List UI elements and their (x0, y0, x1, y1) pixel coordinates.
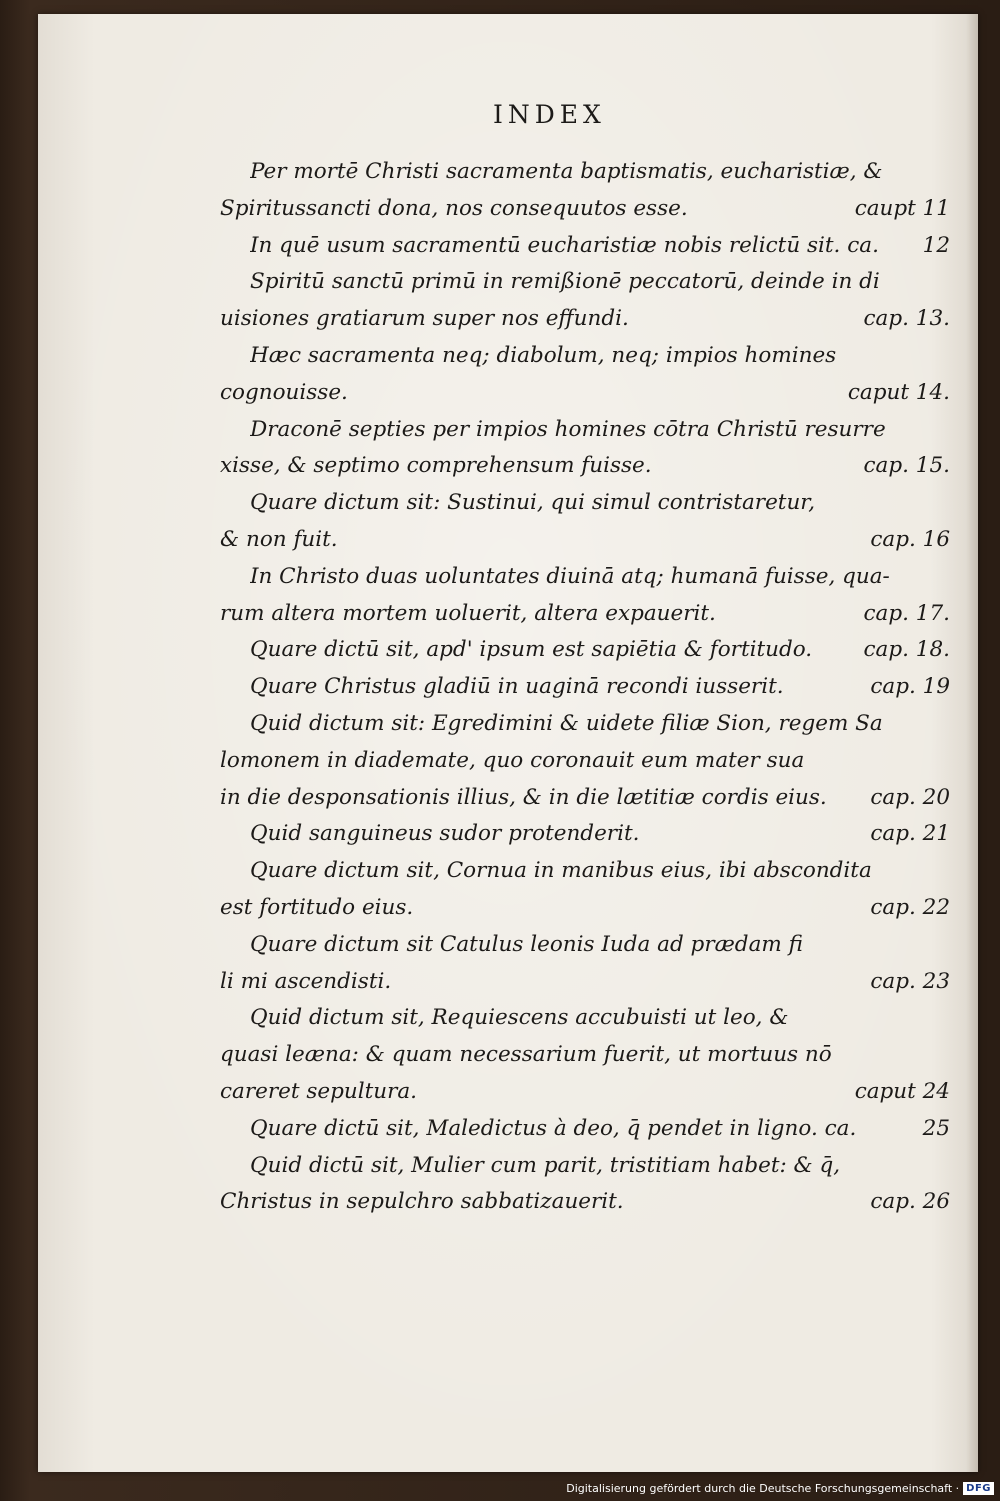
chapter-reference: cap. 13. (863, 306, 950, 332)
index-line (220, 1148, 950, 1185)
chapter-reference: 25 (922, 1115, 950, 1141)
index-line-text: est fortitudo eius. (220, 894, 414, 920)
index-line (220, 448, 950, 485)
chapter-reference: caput 24 (854, 1078, 950, 1104)
page-edge-shadow (966, 14, 978, 1472)
index-line-text: Hæc sacramenta neq; diabolum, neq; impios homines (250, 342, 837, 368)
index-line (220, 338, 950, 375)
index-line (220, 596, 950, 633)
book-page (38, 14, 978, 1472)
page-header: INDEX (493, 100, 606, 129)
index-line-text: rum altera mortem uoluerit, altera expauerit. (220, 600, 716, 626)
index-line (220, 522, 950, 559)
chapter-reference: cap. 21 (870, 821, 950, 847)
index-line (220, 154, 950, 191)
index-line-text: in die desponsationis illius, & in die lætitiæ cordis eius. (220, 784, 827, 810)
index-line-text: Quare dictū sit, Maledictus à deo, q̄ pendet in ligno. ca. (250, 1115, 857, 1141)
index-line (220, 485, 950, 522)
chapter-reference: cap. 17. (863, 600, 950, 626)
index-line (220, 632, 950, 669)
index-line-text: cognouisse. (220, 379, 348, 405)
index-line-text: careret sepultura. (220, 1078, 417, 1104)
index-line-text: Quare dictum sit Catulus leonis Iuda ad prædam fi (250, 931, 803, 957)
chapter-reference: cap. 26 (870, 1189, 950, 1215)
chapter-reference: cap. 22 (870, 894, 950, 920)
index-line (220, 669, 950, 706)
index-line-text: Quare Christus gladiū in uaginā recondi iusserit. (250, 674, 784, 700)
index-line (220, 1037, 950, 1074)
dfg-logo: DFG (963, 1482, 994, 1495)
index-line (220, 927, 950, 964)
index-line (220, 890, 950, 927)
footer-credit (566, 1477, 994, 1499)
index-line (220, 1111, 950, 1148)
chapter-reference: cap. 15. (863, 453, 950, 479)
index-line (220, 853, 950, 890)
index-line-text: In quē usum sacramentū eucharistiæ nobis relictū sit. ca. (250, 232, 879, 258)
index-line (220, 964, 950, 1001)
index-line (220, 780, 950, 817)
index-line-text: Per mortē Christi sacramenta baptismatis, eucharistiæ, & (250, 159, 883, 184)
index-line (220, 1000, 950, 1037)
index-line (220, 559, 950, 596)
index-line (220, 816, 950, 853)
index-line-text: Quid dictum sit: Egredimini & uidete filiæ Sion, regem Sa (250, 710, 883, 736)
index-line (220, 301, 950, 338)
index-line-text: Quare dictum sit: Sustinui, qui simul contristaretur, (250, 490, 816, 516)
index-line-text: Spiritussancti dona, nos consequutos esse. (220, 195, 688, 221)
index-line (220, 706, 950, 743)
index-line (220, 1184, 950, 1221)
index-line-text: Quid sanguineus sudor protenderit. (250, 821, 640, 847)
footer-credit-text: Digitalisierung gefördert durch die Deutsche Forschungsgemeinschaft · (566, 1481, 960, 1495)
chapter-reference: cap. 18. (863, 637, 950, 663)
index-entries (220, 154, 950, 1221)
index-line-text: Draconē septies per impios homines cōtra Christū resurre (250, 416, 886, 442)
index-line-text: uisiones gratiarum super nos effundi. (220, 306, 629, 332)
chapter-reference: cap. 23 (870, 968, 950, 994)
index-line-text: li mi ascendisti. (220, 968, 392, 994)
index-line-text: Quid dictum sit, Requiescens accubuisti ut leo, & (250, 1005, 789, 1031)
index-line-text: xisse, & septimo comprehensum fuisse. (220, 453, 652, 479)
chapter-reference: caupt 11 (854, 195, 950, 221)
chapter-reference: cap. 20 (870, 784, 950, 810)
index-line-text: In Christo duas uoluntates diuinā atq; humanā fuisse, qua- (250, 563, 890, 589)
index-line (220, 1074, 950, 1111)
index-line-text: lomonem in diademate, quo coronauit eum mater sua (220, 747, 805, 773)
chapter-reference: cap. 16 (870, 526, 950, 552)
index-line (220, 743, 950, 780)
index-line (220, 375, 950, 412)
chapter-reference: caput 14. (847, 379, 950, 405)
index-line-text: Quid dictū sit, Mulier cum parit, tristitiam habet: & q̄, (250, 1152, 841, 1178)
index-line-text: Christus in sepulchro sabbatizauerit. (220, 1189, 624, 1215)
index-line-text: Spiritū sanctū primū in remißionē peccatorū, deinde in di (250, 269, 880, 295)
chapter-reference: 12 (922, 232, 950, 258)
index-line-text: Quare dictū sit, apd' ipsum est sapiētia & fortitudo. (250, 637, 813, 663)
index-line (220, 412, 950, 449)
index-line-text: & non fuit. (220, 526, 338, 552)
index-line-text: Quare dictum sit, Cornua in manibus eius, ibi abscondita (250, 858, 872, 884)
index-line (220, 191, 950, 228)
index-line-text: quasi leæna: & quam necessarium fuerit, ut mortuus nō (220, 1042, 832, 1068)
index-line (220, 228, 950, 265)
chapter-reference: cap. 19 (870, 674, 950, 700)
index-line (220, 264, 950, 301)
